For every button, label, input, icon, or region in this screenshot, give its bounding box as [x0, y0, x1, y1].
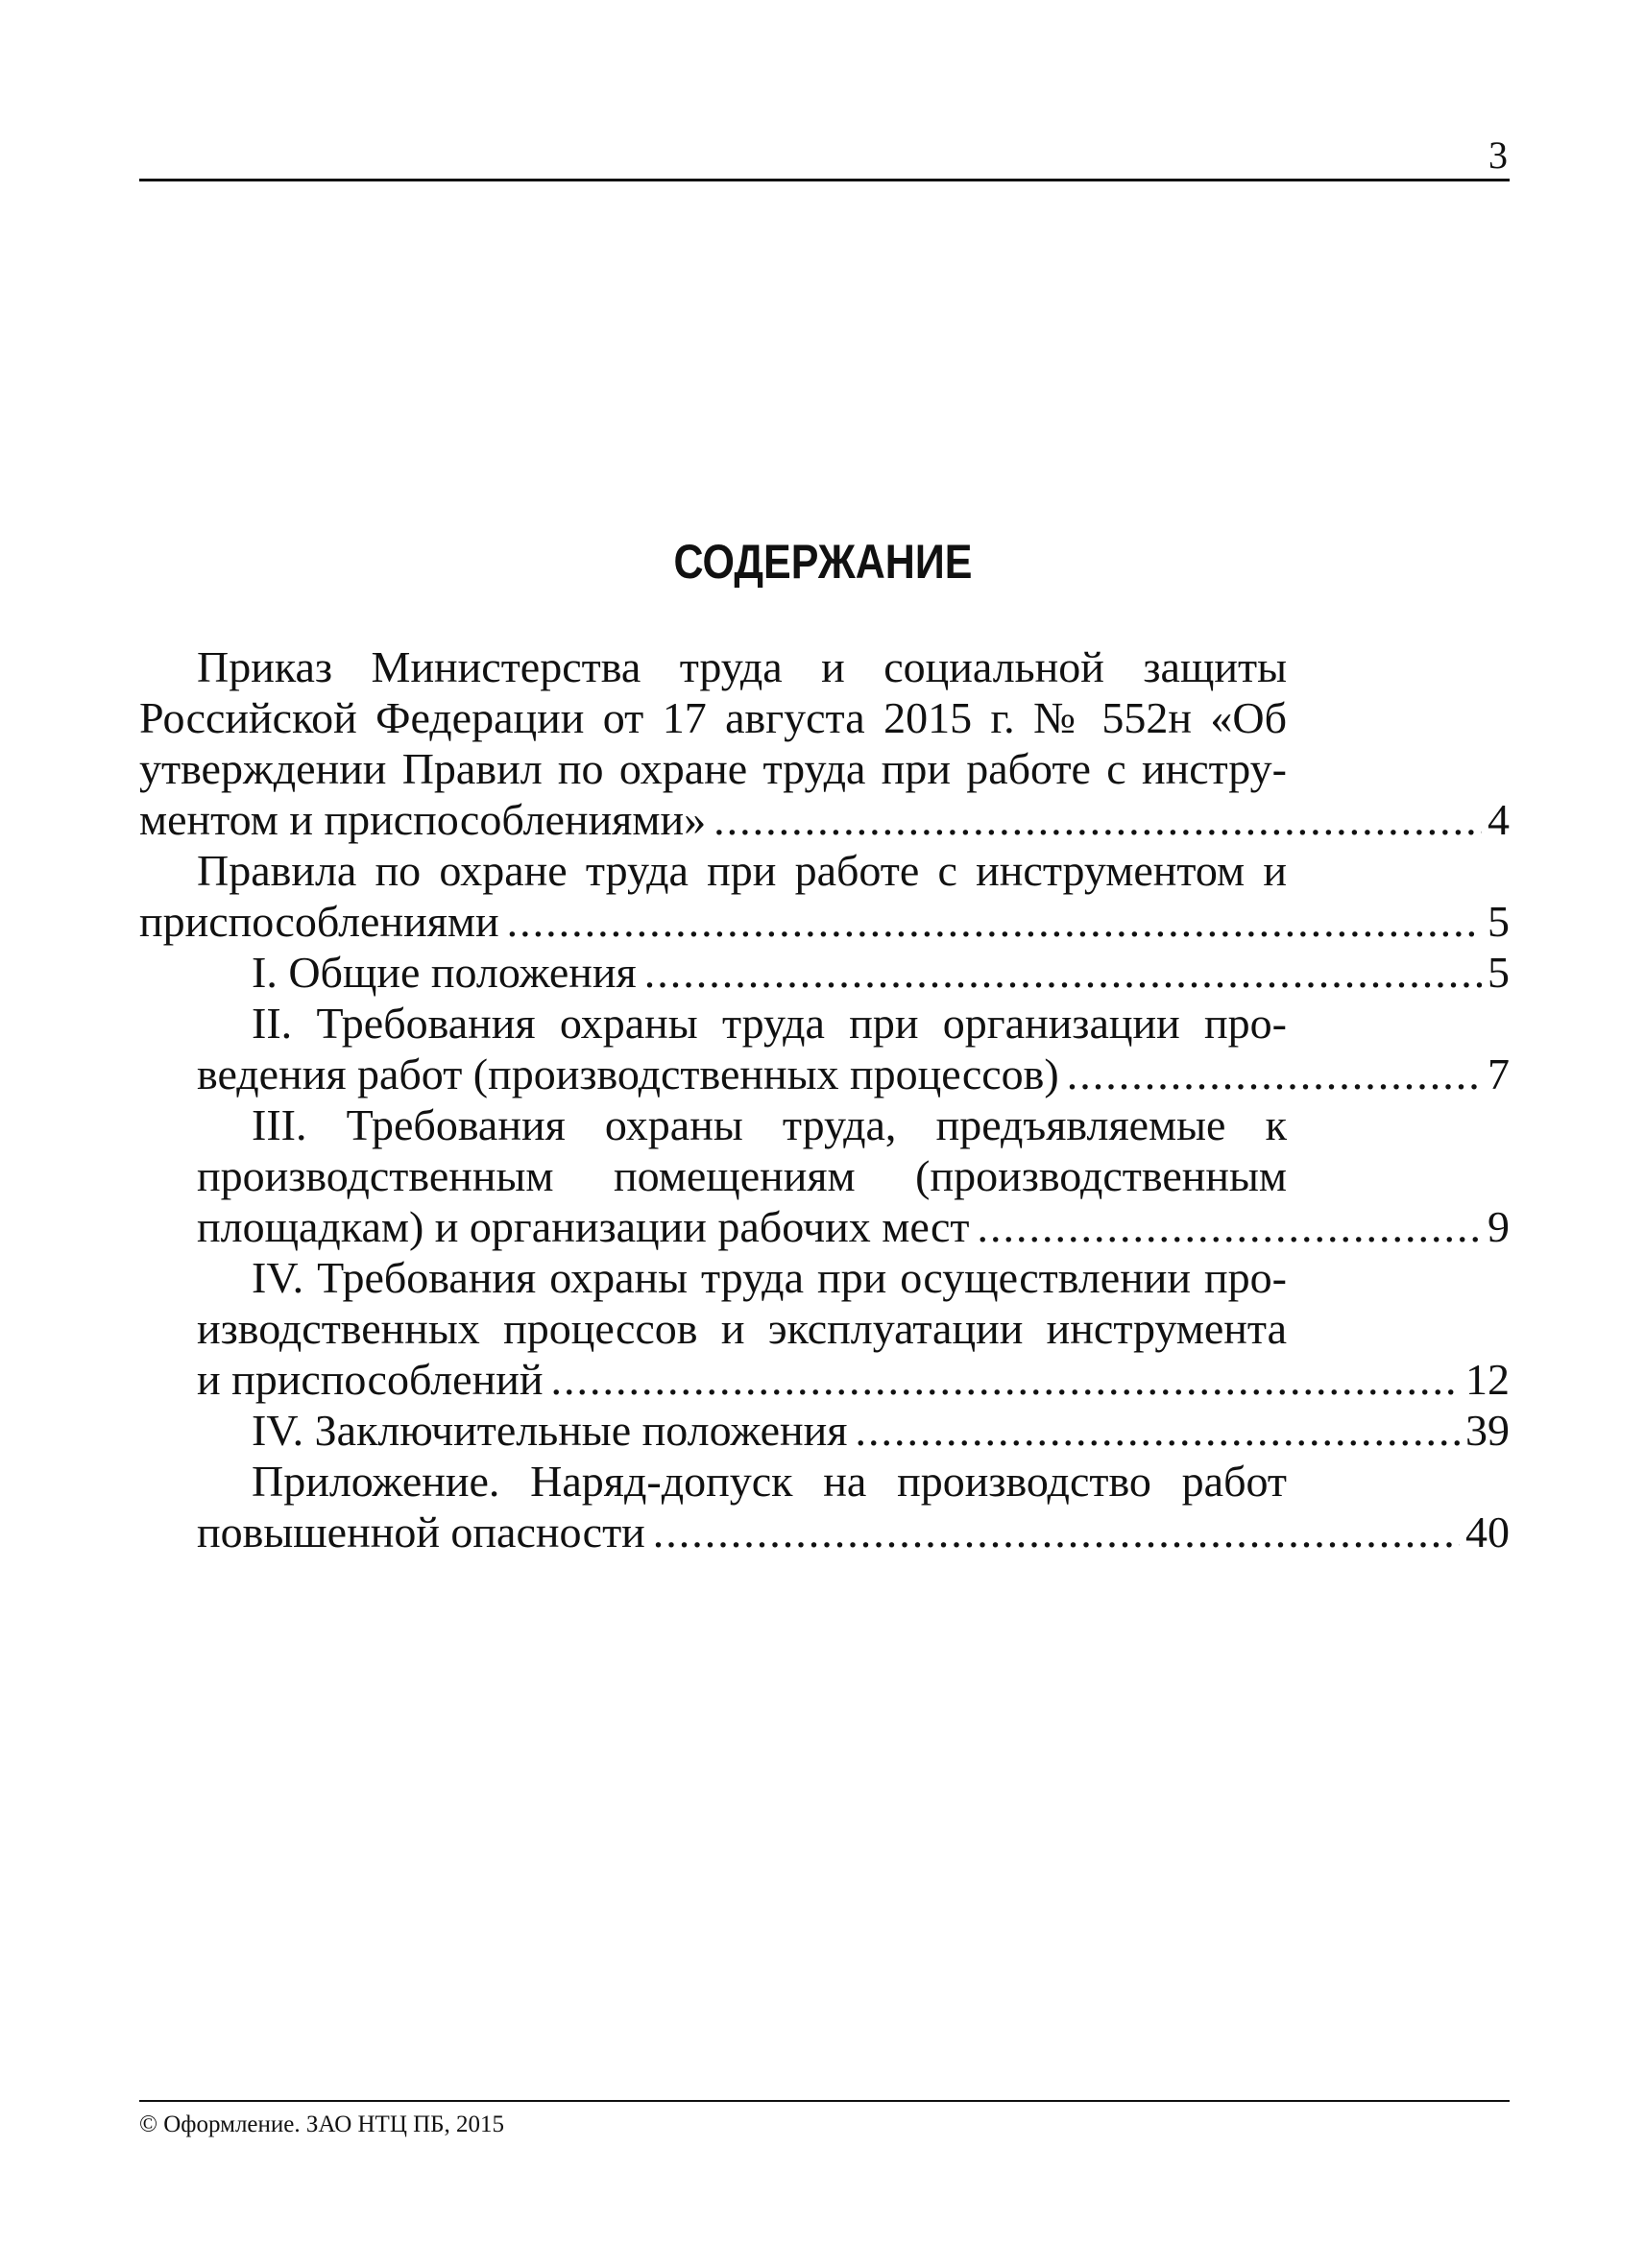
- toc-entry-section-3: [0, 1099, 1645, 1252]
- toc-entry-line: приспособлениями: [139, 897, 499, 946]
- dot-leader: [714, 794, 1482, 845]
- toc-entry-appendix: [0, 1456, 1645, 1557]
- toc-entry-last-line: [197, 1354, 1510, 1405]
- toc-entry-last-line: [197, 1507, 1510, 1557]
- toc-entry-line: производственным помещениям (производственным: [197, 1151, 1287, 1200]
- page-number: 3: [1488, 133, 1508, 177]
- toc-title: СОДЕРЖАНИЕ: [673, 535, 973, 589]
- toc-entry-line: утверждении Правил по охране труда при работе с инстру-: [139, 744, 1287, 793]
- toc-entry-line: III. Требования охраны труда, предъявляемые к: [252, 1100, 1287, 1149]
- toc-entry-section-2: [0, 998, 1645, 1099]
- toc-entry-section-1: [0, 947, 1645, 998]
- toc-entry-last-line: [252, 1405, 1510, 1456]
- dot-leader: [977, 1201, 1482, 1252]
- toc-entry-line: повышенной опасности: [197, 1508, 645, 1556]
- toc-entry-line: I. Общие положения: [252, 948, 637, 997]
- toc-entry-line: и приспособлений: [197, 1355, 544, 1404]
- dot-leader: [507, 896, 1482, 947]
- toc-entry-line: Правила по охране труда при работе с инструментом и: [197, 846, 1287, 895]
- toc-entry-last-line: [139, 794, 1510, 845]
- toc-entry-line: площадкам) и организации рабочих мест: [197, 1202, 970, 1251]
- toc-entry-section-4: [0, 1252, 1645, 1405]
- toc-page-number: 7: [1488, 1050, 1510, 1098]
- toc-entry-line: IV. Заключительные положения: [252, 1406, 848, 1455]
- toc-entry-line: II. Требования охраны труда при организации про-: [252, 999, 1287, 1048]
- toc-entry-line: изводственных процессов и эксплуатации инструмента: [197, 1304, 1287, 1353]
- toc-page-number: 12: [1465, 1355, 1510, 1404]
- footer-rule: [139, 2100, 1510, 2102]
- toc-entry-line: ведения работ (производственных процессов): [197, 1050, 1059, 1098]
- toc-entry-rules: [0, 845, 1645, 947]
- dot-leader: [644, 947, 1482, 998]
- header-rule: [139, 179, 1510, 181]
- toc-entry-line: Приказ Министерства труда и социальной защиты: [197, 642, 1287, 691]
- toc-page-number: 9: [1488, 1202, 1510, 1251]
- toc-entry-line: ментом и приспособлениями»: [139, 795, 707, 844]
- toc-entry-line: IV. Требования охраны труда при осуществлении про-: [252, 1253, 1287, 1302]
- dot-leader: [653, 1507, 1460, 1557]
- dot-leader: [550, 1354, 1460, 1405]
- toc-entry-line: Приложение. Наряд-допуск на производство работ: [252, 1457, 1287, 1506]
- dot-leader: [1067, 1049, 1482, 1099]
- toc-entry-last-line: [252, 947, 1510, 998]
- table-of-contents: [0, 641, 1645, 1557]
- toc-page-number: 39: [1465, 1406, 1510, 1455]
- toc-entry-last-line: [197, 1201, 1510, 1252]
- toc-page-number: 5: [1488, 948, 1510, 997]
- toc-entry-final-provisions: [0, 1405, 1645, 1456]
- toc-entry-order: [0, 641, 1645, 845]
- toc-page-number: 40: [1465, 1508, 1510, 1556]
- toc-page-number: 5: [1488, 897, 1510, 946]
- toc-entry-last-line: [197, 1049, 1510, 1099]
- toc-page-number: 4: [1488, 795, 1510, 844]
- toc-entry-line: Российской Федерации от 17 августа 2015 г. № 552н «Об: [139, 693, 1287, 742]
- dot-leader: [855, 1405, 1460, 1456]
- toc-entry-last-line: [139, 896, 1510, 947]
- copyright-footer: © Оформление. ЗАО НТЦ ПБ, 2015: [139, 2111, 505, 2137]
